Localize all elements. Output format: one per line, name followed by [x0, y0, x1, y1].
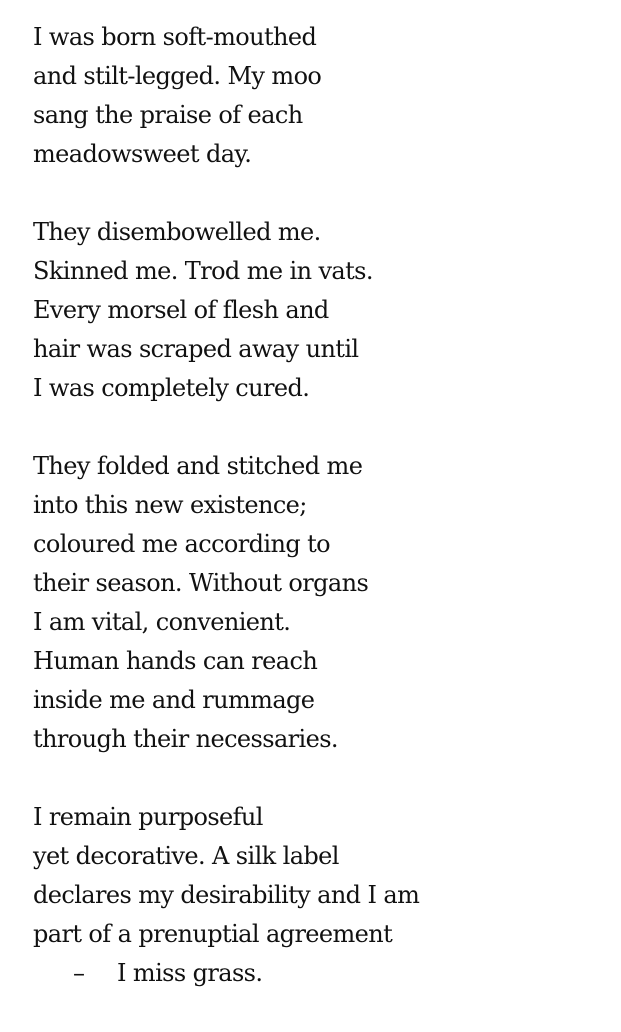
- poem-line: through their necessaries.: [33, 725, 338, 753]
- poem-line: their season. Without organs: [33, 569, 369, 597]
- poem: [33, 18, 419, 1032]
- poem-line: Human hands can reach: [33, 647, 318, 675]
- stanza-4: [33, 798, 419, 993]
- poem-line: and stilt-legged. My moo: [33, 62, 322, 90]
- poem-line: Skinned me. Trod me in vats.: [33, 257, 373, 285]
- poem-line: hair was scraped away until: [33, 335, 359, 363]
- poem-line: I am vital, convenient.: [33, 608, 291, 636]
- poem-line: I was born soft-mouthed: [33, 23, 317, 51]
- poem-line: I remain purposeful: [33, 803, 263, 831]
- stanza-1: [33, 18, 419, 174]
- poem-line: sang the praise of each: [33, 101, 303, 129]
- poem-line: part of a prenuptial agreement: [33, 920, 393, 948]
- poem-line: coloured me according to: [33, 530, 331, 558]
- final-line-text: I miss grass.: [117, 959, 263, 987]
- stanza-2: [33, 213, 419, 408]
- poem-line: into this new existence;: [33, 491, 307, 519]
- poem-line: meadowsweet day.: [33, 140, 252, 168]
- em-dash: –: [73, 959, 85, 987]
- poem-line: yet decorative. A silk label: [33, 842, 339, 870]
- stanza-3: [33, 447, 419, 759]
- poem-line: Every morsel of flesh and: [33, 296, 329, 324]
- poem-line: I was completely cured.: [33, 374, 310, 402]
- final-line: [33, 954, 419, 993]
- poem-line: inside me and rummage: [33, 686, 315, 714]
- poem-line: They disembowelled me.: [33, 218, 321, 246]
- poem-line: They folded and stitched me: [33, 452, 363, 480]
- poem-line: declares my desirability and I am: [33, 881, 420, 909]
